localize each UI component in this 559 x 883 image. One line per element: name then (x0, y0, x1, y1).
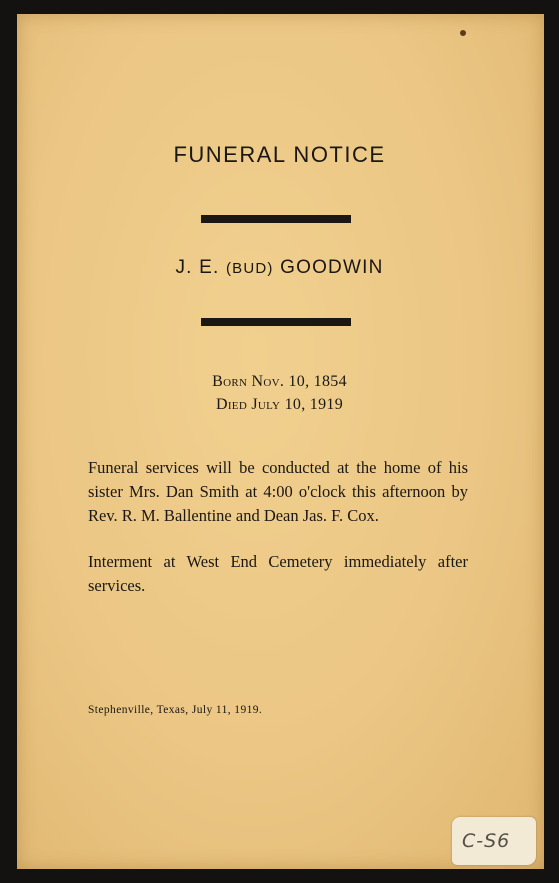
name-nickname: (BUD) (225, 260, 274, 277)
services-paragraph: Funeral services will be conducted at the home of his sister Mrs. Dan Smith at 4:00 o'clock this afternoon by Rev. R. M. Ballentine and Dean Jas. F. Cox. (88, 458, 468, 525)
pin-hole (460, 30, 466, 36)
name-initials: J. E. (175, 257, 220, 278)
born-date: Born Nov. 10, 1854 (212, 373, 347, 390)
died-date: Died July 10, 1919 (215, 396, 343, 413)
bottom-divider-bar (201, 318, 351, 326)
place-date-footer: Stephenville, Texas, July 11, 1919. (88, 704, 263, 716)
name-surname: GOODWIN (280, 257, 384, 278)
top-divider-bar (201, 215, 351, 223)
deceased-name (0, 257, 559, 279)
life-dates (0, 370, 559, 416)
archive-label-text: C-S6 (462, 830, 511, 852)
interment-paragraph: Interment at West End Cemetery immediately after services. (88, 552, 468, 595)
notice-title: FUNERAL NOTICE (173, 142, 386, 167)
archive-label-tag (452, 817, 536, 865)
